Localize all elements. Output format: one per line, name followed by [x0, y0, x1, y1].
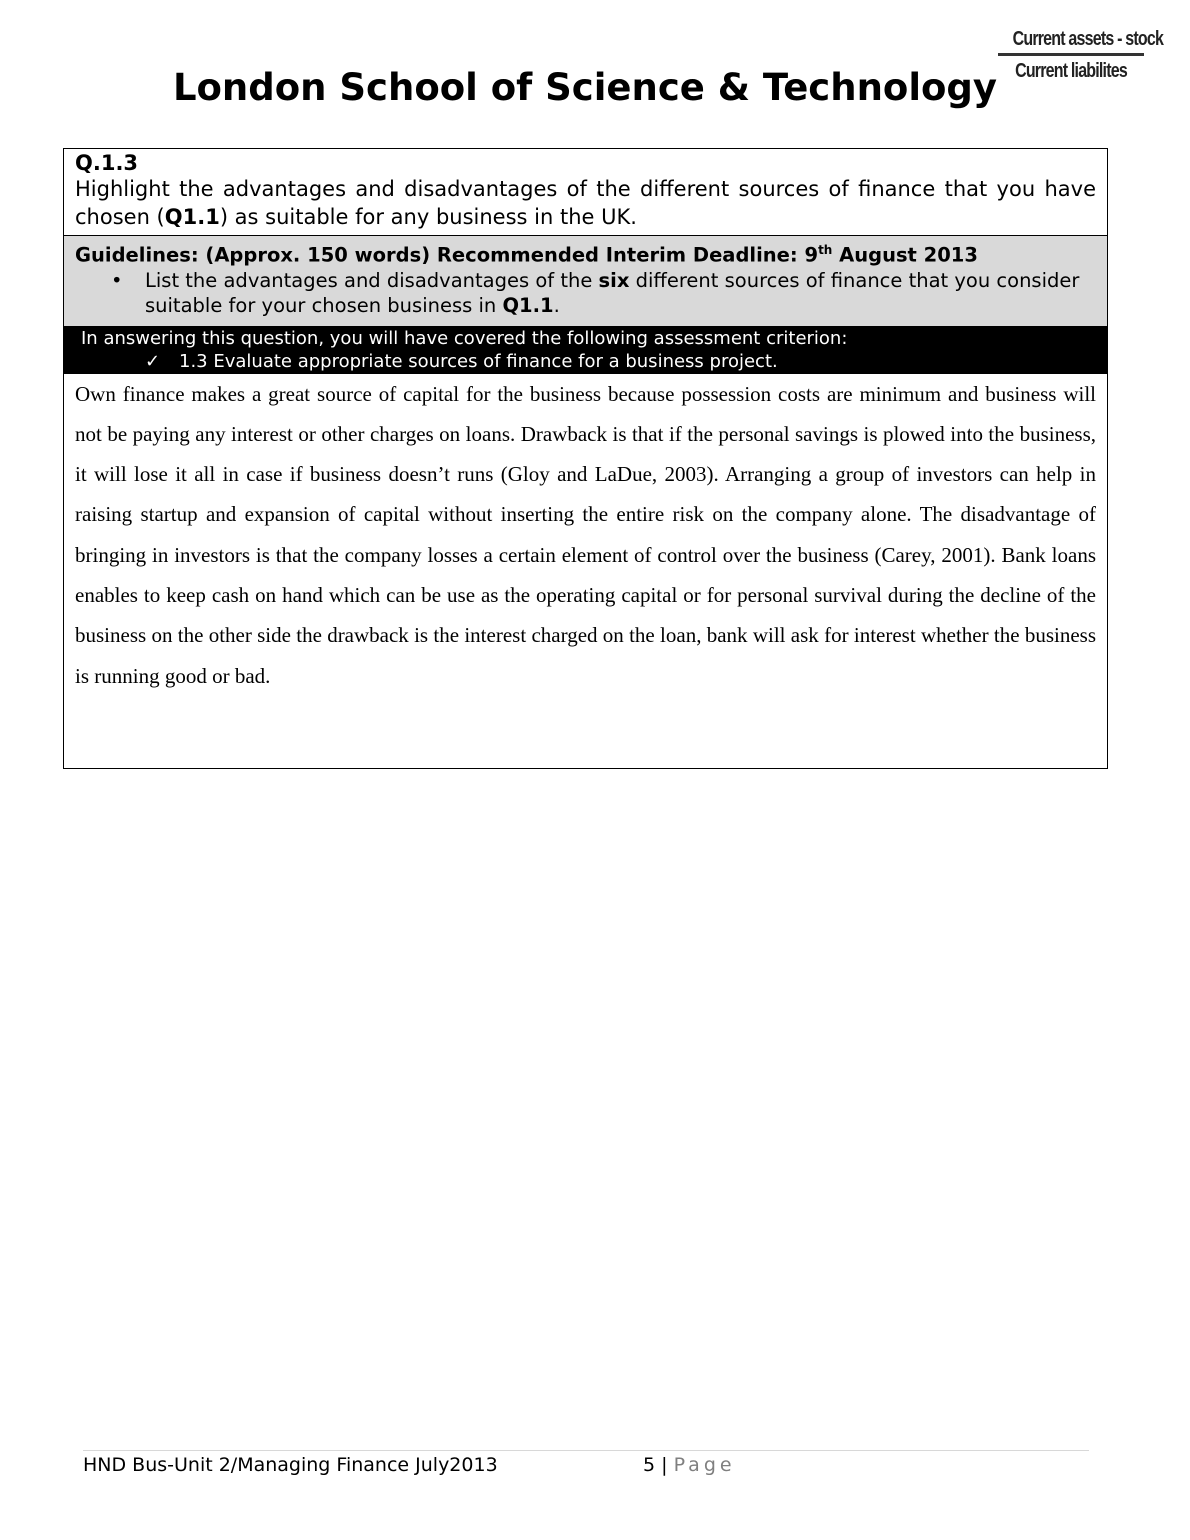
checkmark-icon: ✓: [145, 350, 161, 372]
guidelines-heading-sup: th: [818, 243, 833, 257]
footer-course: HND Bus-Unit 2/Managing Finance July2013: [83, 1454, 498, 1476]
question-section: [64, 149, 1107, 236]
formula-numerator: Current assets - stock: [1012, 28, 1164, 50]
formula-fraction-bar: [998, 53, 1144, 56]
criterion-intro: In answering this question, you will have covered the following assessment criterion:: [81, 327, 848, 349]
guidelines-item-text: .: [553, 293, 560, 317]
criterion-item-text: 1.3 Evaluate appropriate sources of finance for a business project.: [179, 350, 778, 372]
question-text: [75, 175, 1096, 231]
guidelines-section: [64, 236, 1107, 326]
page-label: Page: [673, 1454, 736, 1476]
answer-text: Own finance makes a great source of capital for the business because possession costs are minimum and business will not be paying any interest or other charges on loans. Drawback is that if the personal savings is plowed into the business, it will lose it all in case if business doesn’t runs (Gloy and LaDue, 2003). Arranging a group of investors can help in raising startup and expansion of capital without inserting the entire risk on the company alone. The disadvantage of bringing in investors is that the company losses a certain element of control over the business (Carey, 2001). Bank loans enables to keep cash on hand which can be use as the operating capital or for personal survival during the decline of the business on the other side the drawback is the interest charged on the loan, bank will ask for interest whether the business is running good or bad.: [75, 381, 1096, 688]
guidelines-item-bold: Q1.1: [502, 293, 554, 317]
question-text-bold: Q1.1: [164, 205, 220, 229]
bullet-icon: •: [111, 268, 123, 292]
guidelines-heading: [75, 238, 1096, 268]
guidelines-item-text: List the advantages and disadvantages of the: [145, 268, 599, 292]
guidelines-list: [75, 268, 1096, 318]
page-separator: |: [655, 1454, 674, 1476]
footer-page-number: [643, 1454, 736, 1476]
guidelines-item-bold: six: [598, 268, 630, 292]
guidelines-heading-text: August 2013: [832, 243, 978, 267]
page-number: 5: [643, 1454, 656, 1476]
formula-denominator: Current liabilites: [1015, 60, 1127, 82]
criterion-item: [81, 350, 1096, 373]
question-box: [63, 148, 1108, 769]
question-label: Q.1.3: [75, 151, 139, 175]
page-title: London School of Science & Technology: [172, 66, 998, 109]
page-footer: [83, 1450, 1089, 1476]
criterion-section: [64, 326, 1107, 374]
question-text-part: ) as suitable for any business in the UK.: [219, 205, 637, 229]
guidelines-heading-text: Guidelines: (Approx. 150 words) Recommended Interim Deadline: 9: [75, 243, 819, 267]
question-text-part: Highlight the advantages and disadvantages of the different sources of finance that you have chosen (: [75, 177, 1096, 229]
list-item: [75, 268, 1096, 318]
guidelines-item-text: different sources of finance that you consider suitable for your chosen business in: [145, 268, 1080, 317]
